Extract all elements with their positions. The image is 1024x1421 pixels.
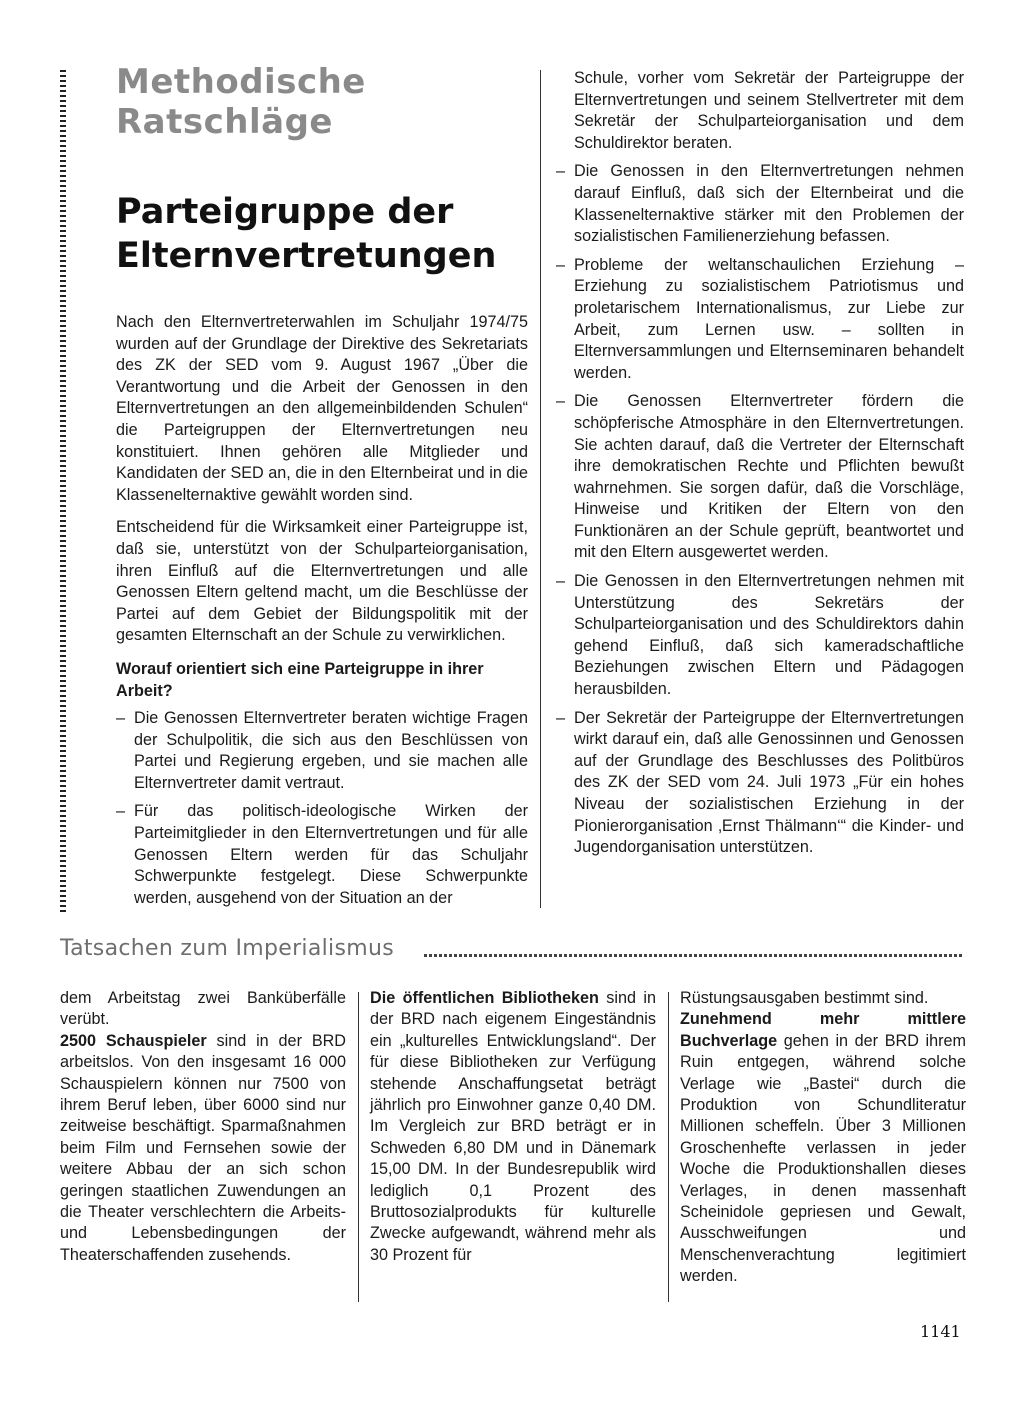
facts-bold-lead: 2500 Schauspieler bbox=[60, 1031, 207, 1050]
facts-text bbox=[370, 988, 656, 1266]
continued-text: Schule, vorher vom Sekretär der Parteigruppe der Elternvertretungen und seinem Stellvertreter mit dem Sekretär der Schulparteiorganisation und dem Schuldirektor beraten. bbox=[574, 69, 964, 152]
left-column bbox=[116, 62, 528, 916]
list-item bbox=[116, 708, 528, 794]
list-item-text: Die Genossen in den Elternvertretungen nehmen darauf Einfluß, daß sich der Elternbeirat und die Klassenelternaktive stärker mit den Problemen der sozialistischen Familienerziehung befassen. bbox=[574, 162, 964, 246]
list-item bbox=[556, 571, 964, 701]
list-item bbox=[556, 161, 964, 247]
column-divider bbox=[358, 992, 359, 1302]
list-item-text: Die Genossen Elternvertreter beraten wichtige Fragen der Schulpolitik, die sich aus den Beschlüssen von Partei und Regierung ergeben, und sie machen alle Elternvertreter damit vertraut. bbox=[134, 709, 528, 792]
article-title bbox=[116, 190, 528, 278]
column-divider bbox=[540, 70, 541, 908]
dash-marker: – bbox=[556, 255, 566, 274]
facts-text bbox=[60, 988, 346, 1266]
paragraph-1: Nach den Elternvertreterwahlen im Schuljahr 1974/75 wurden auf der Grundlage der Direktive des Sekretariats des ZK der SED vom 9. August 1967 „Über die Verantwortung und die Arbeit der Genossen in den Elternvertretungen an den allgemeinbildenden Schulen“ die Parteigruppen der Elternvertretungen neu konstituiert. Ihnen gehören alle Mitglieder und Kandidaten der SED an, die in den Elternbeirat und in die Klassenelternaktive gewählt worden sind. bbox=[116, 313, 528, 504]
facts-body: sind in der BRD arbeitslos. Von den insgesamt 16 000 Schauspielern können nur 7500 von ihrem Beruf leben, über 6000 sind nur zeitweise beschäftigt. Sparmaßnahmen beim Film und Fernsehen sowie der weitere Abbau der an sich schon geringen staatlichen Zuwendungen an die Theater verschlechtern die Arbeits- und Lebensbedingungen der Theaterschaffenden zusehends. bbox=[60, 1031, 347, 1264]
dash-marker: – bbox=[556, 392, 566, 411]
list-item bbox=[556, 708, 964, 859]
list-item-text: Probleme der weltanschaulichen Erziehung – Erziehung zu sozialistischem Patriotismus und proletarischem Internationalismus, zur Liebe zur Arbeit, zum Lernen usw. – sollten in Elternversammlungen und Elternseminaren behandelt werden. bbox=[574, 255, 964, 382]
list-item bbox=[556, 391, 964, 564]
list-item-text: Für das politisch-ideologische Wirken der Parteimitglieder in den Elternvertretungen und für alle Genossen Eltern werden für das Schuljahr Schwerpunkte festgelegt. Diese Schwerpunkte werden, ausgehend von der Situation an der bbox=[134, 802, 528, 907]
facts-body: sind in der BRD nach eigenem Eingeständnis ein „kulturelles Entwicklungsland“. Der für diese Bibliotheken zur Verfügung stehende Anschaffungsetat beträgt jährlich pro Einwohner ganze 0,40 DM. Im Vergleich zur BRD beträgt er in Schweden 6,80 DM und in Dänemark 15,00 DM. In der Bundesrepublik wird lediglich 0,1 Prozent des Bruttosozialprodukts für kulturelle Zwecke aufgewandt, während mehr als 30 Prozent für bbox=[370, 989, 656, 1264]
list-item-text: Die Genossen Elternvertreter fördern die schöpferische Atmosphäre in den Elternvertretungen. Sie achten darauf, daß die Vertreter der Elternschaft ihre demokratischen Rechte und Pflichten bewußt wahrnehmen. Sie sorgen dafür, daß die Vorschläge, Hinweise und Kritiken der Eltern von den Funktionären an der Schule geprüft, beantwortet und mit den Eltern ausgewertet werden. bbox=[574, 392, 964, 562]
facts-heading: Tatsachen zum Imperialismus bbox=[60, 936, 394, 961]
bullet-list-right bbox=[556, 161, 964, 858]
facts-bold-lead: Die öffentlichen Bibliotheken bbox=[370, 989, 599, 1007]
dash-marker: – bbox=[556, 572, 566, 591]
dotted-rule bbox=[424, 954, 964, 957]
dash-marker: – bbox=[556, 708, 566, 727]
dotted-margin-rule bbox=[60, 70, 66, 915]
section-heading: Methodische Ratschläge bbox=[116, 62, 366, 142]
facts-header bbox=[60, 934, 964, 964]
list-item-text: Der Sekretär der Parteigruppe der Elternvertretungen wirkt darauf ein, daß alle Genossinnen und Genossen auf der Grundlage des Beschlusses des Politbüros des ZK der SED vom 24. Juli 1973 „Für ein hohes Niveau der sozialistischen Erziehung in der Pionierorganisation ‚Ernst Thälmann‘“ die Kinder- und Jugendorganisation unterstützen. bbox=[574, 708, 964, 857]
list-item bbox=[556, 255, 964, 385]
facts-intro: dem Arbeitstag zwei Banküberfälle verübt. bbox=[60, 989, 346, 1029]
facts-bold-lead: Zunehmend mehr mittlere Buchverlage bbox=[680, 1010, 966, 1050]
dash-marker: – bbox=[556, 162, 566, 181]
right-column bbox=[556, 68, 964, 866]
facts-column-1 bbox=[60, 988, 346, 1266]
bullet-list-left bbox=[116, 708, 528, 909]
list-item-text: Die Genossen in den Elternvertretungen nehmen mit Unterstützung des Sekretärs der Schulparteiorganisation und des Schuldirektors dahin gehend Einfluß, daß sich kameradschaftliche Beziehungen zwischen Eltern und Pädagogen herausbilden. bbox=[574, 572, 964, 699]
article-title-line2: Elternvertretungen bbox=[116, 236, 497, 276]
subheading: Worauf orientiert sich eine Parteigruppe in ihrer Arbeit? bbox=[116, 659, 484, 700]
paragraph-2: Entscheidend für die Wirksamkeit einer Parteigruppe ist, daß sie, unterstützt von der Schulparteiorganisation, ihren Einfluß auf die Elternvertretungen und alle Genossen Eltern geltend macht, um die Beschlüsse der Partei auf dem Gebiet der Bildungspolitik mit der gesamten Elternschaft an der Schule zu verwirklichen. bbox=[116, 518, 528, 645]
list-item bbox=[116, 801, 528, 909]
column-divider bbox=[668, 992, 669, 1302]
facts-column-2 bbox=[370, 988, 656, 1266]
article-title-line1: Parteigruppe der bbox=[116, 192, 454, 232]
facts-body: gehen in der BRD ihrem Ruin entgegen, während solche Verlage wie „Bastei“ durch die Produktion von Schundliteratur Millionen scheffeln. Über 3 Millionen Groschenhefte verlassen in jeder Woche die Produktionshallen dieses Verlages, in denen massenhaft Scheinidole gepriesen und Gewalt, Ausschweifungen und Menschenverachtung legitimiert werden. bbox=[680, 1031, 966, 1286]
page-number: 1141 bbox=[920, 1322, 961, 1341]
facts-intro: Rüstungsausgaben bestimmt sind. bbox=[680, 989, 929, 1007]
dash-marker: – bbox=[116, 802, 126, 821]
facts-text bbox=[680, 988, 966, 1288]
dash-marker: – bbox=[116, 709, 126, 728]
facts-column-3 bbox=[680, 988, 966, 1288]
